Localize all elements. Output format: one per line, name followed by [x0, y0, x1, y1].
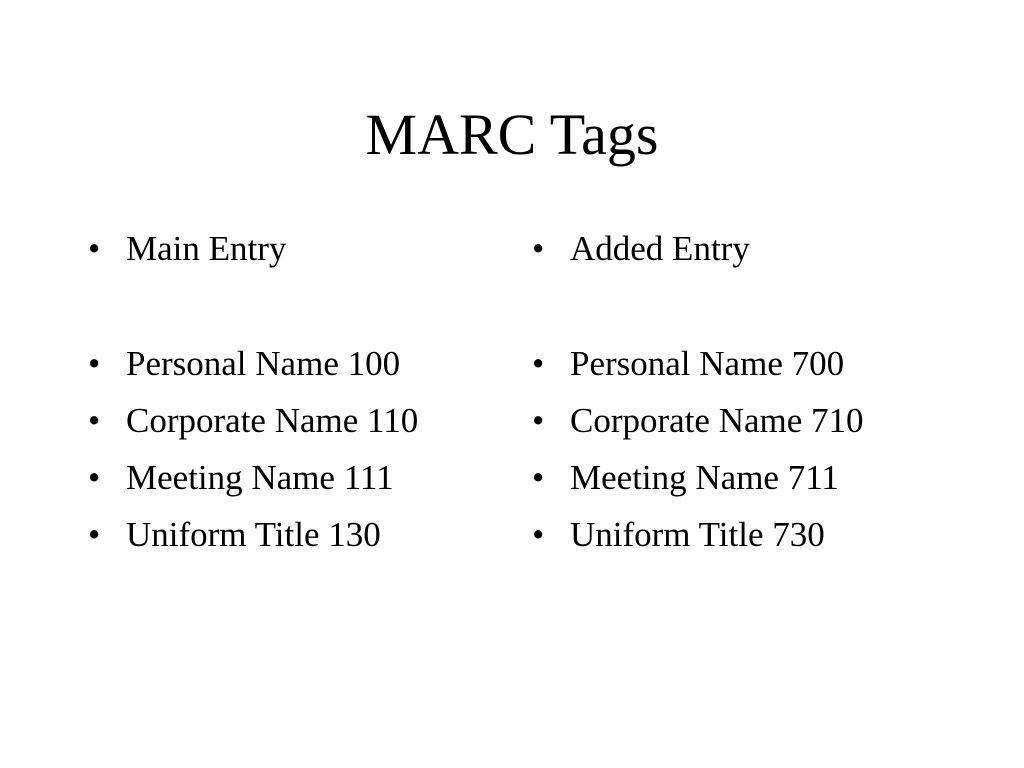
list-item — [88, 344, 508, 384]
main-entry-list — [88, 229, 508, 555]
left-column — [88, 229, 508, 572]
list-item — [532, 344, 952, 384]
bullet-icon: • — [532, 229, 545, 268]
list-item — [532, 401, 952, 441]
list-item — [532, 458, 952, 498]
bullet-icon: • — [532, 515, 545, 554]
bullet-icon: • — [88, 515, 101, 554]
list-item-label: Meeting Name 111 — [126, 458, 394, 497]
list-item-label: Meeting Name 711 — [570, 458, 839, 497]
list-item-label: Uniform Title 130 — [126, 515, 381, 554]
bullet-icon: • — [88, 458, 101, 497]
bullet-icon: • — [88, 344, 101, 383]
added-entry-heading — [532, 229, 952, 269]
added-entry-list — [532, 229, 952, 555]
bullet-icon: • — [88, 401, 101, 440]
added-entry-label: Added Entry — [570, 229, 750, 268]
list-item — [88, 458, 508, 498]
bullet-icon: • — [532, 458, 545, 497]
main-entry-heading — [88, 229, 508, 269]
main-entry-label: Main Entry — [126, 229, 287, 268]
list-item — [88, 401, 508, 441]
right-column — [532, 229, 952, 572]
list-item-label: Corporate Name 110 — [126, 401, 419, 440]
list-item-label: Personal Name 100 — [126, 344, 401, 383]
list-item — [532, 515, 952, 555]
list-item-label: Uniform Title 730 — [570, 515, 825, 554]
slide-title: MARC Tags — [365, 102, 659, 167]
list-item-label: Corporate Name 710 — [570, 401, 864, 440]
bullet-icon: • — [532, 344, 545, 383]
list-item-label: Personal Name 700 — [570, 344, 845, 383]
list-item — [88, 515, 508, 555]
bullet-icon: • — [532, 401, 545, 440]
bullet-icon: • — [88, 229, 101, 268]
